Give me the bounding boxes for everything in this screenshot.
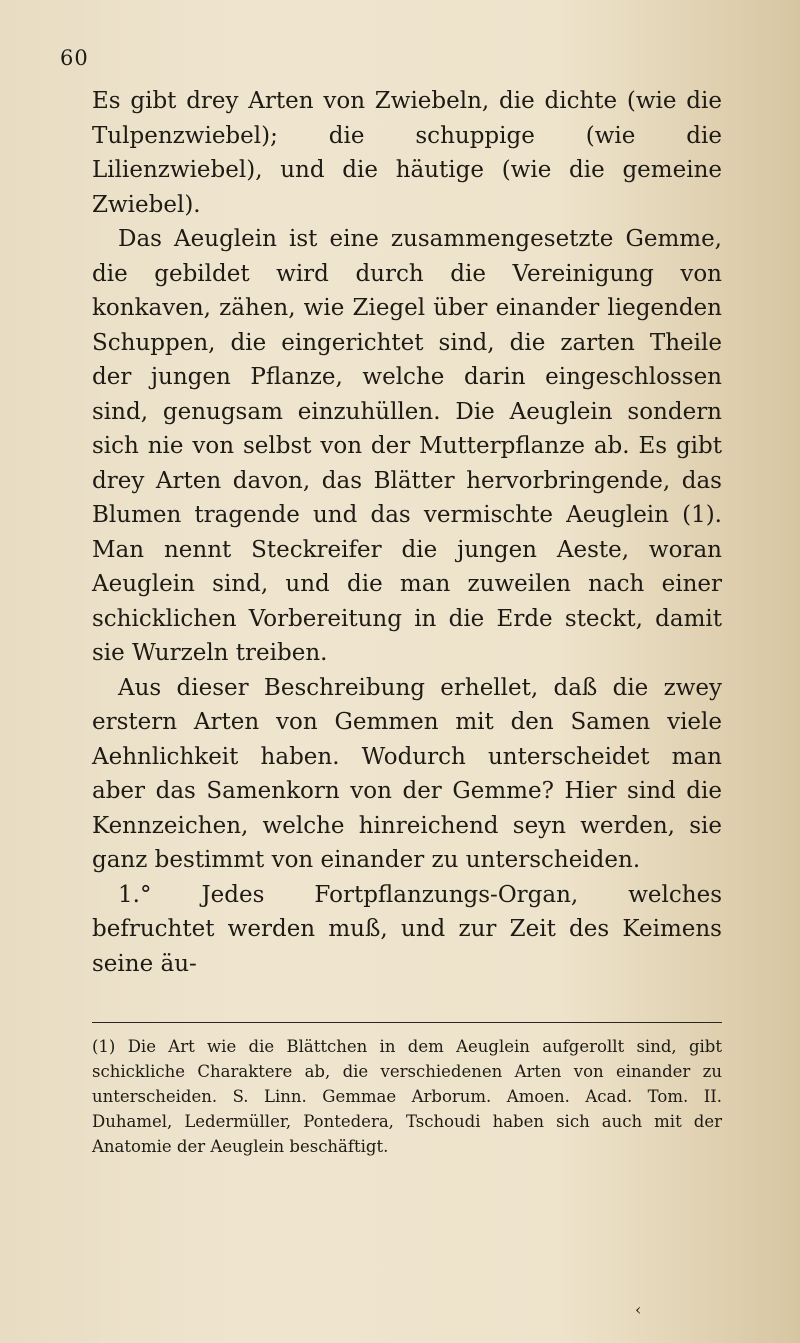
paragraph-2: Das Aeuglein ist eine zusammengesetzte Gemme, die gebildet wird durch die Vereinigung von konkaven, zähen, wie Ziegel über einander liegenden Schuppen, die eingerichtet sind, die zarten Theile der jungen Pflanze, welche darin eingeschlossen sind, genugsam einzuhüllen. Die Aeuglein sondern sich nie von selbst von der Mutterpflanze ab. Es gibt drey Arten davon, das Blätter hervorbringende, das Blumen tragende und das vermischte Aeuglein (1). Man nennt Steckreifer die jungen Aeste, woran Aeuglein sind, und die man zuweilen nach einer schicklichen Vorbereitung in die Erde steckt, damit sie Wurzeln treiben. [92,226,722,666]
paragraph-1: Es gibt drey Arten von Zwiebeln, die dichte (wie die Tulpenzwiebel); die schuppige (wie die Lilienzwiebel), und die häutige (wie die gemeine Zwiebel). [92,88,722,218]
paragraph-4: 1.° Jedes Fortpflanzungs-Organ, welches befruchtet werden muß, und zur Zeit des Keimens seine äu- [92,881,722,977]
footnote: (1) Die Art wie die Blättchen in dem Aeuglein aufgerollt sind, gibt schickliche Charaktere ab, die verschiedenen Arten von einander zu unterscheiden. S. Linn. Gemmae Arborum. Amoen. Acad. Tom. II. Duhamel, Ledermüller, Pontedera, Tschoudi haben sich auch mit der Anatomie der Aeuglein beschäftigt. [92,1037,722,1156]
paragraph-3: Aus dieser Beschreibung erhellet, daß die zwey erstern Arten von Gemmen mit den Samen viele Aehnlichkeit haben. Wodurch unterscheidet man aber das Samenkorn von der Gemme? Hier sind die Kennzeichen, welche hinreichend seyn werden, sie ganz bestimmt von einander zu unterscheiden. [92,674,722,873]
footnote-divider [92,1022,722,1023]
body-text [92,84,722,981]
page-number: 60 [60,46,89,70]
page-mark: ‹ [635,1300,642,1319]
